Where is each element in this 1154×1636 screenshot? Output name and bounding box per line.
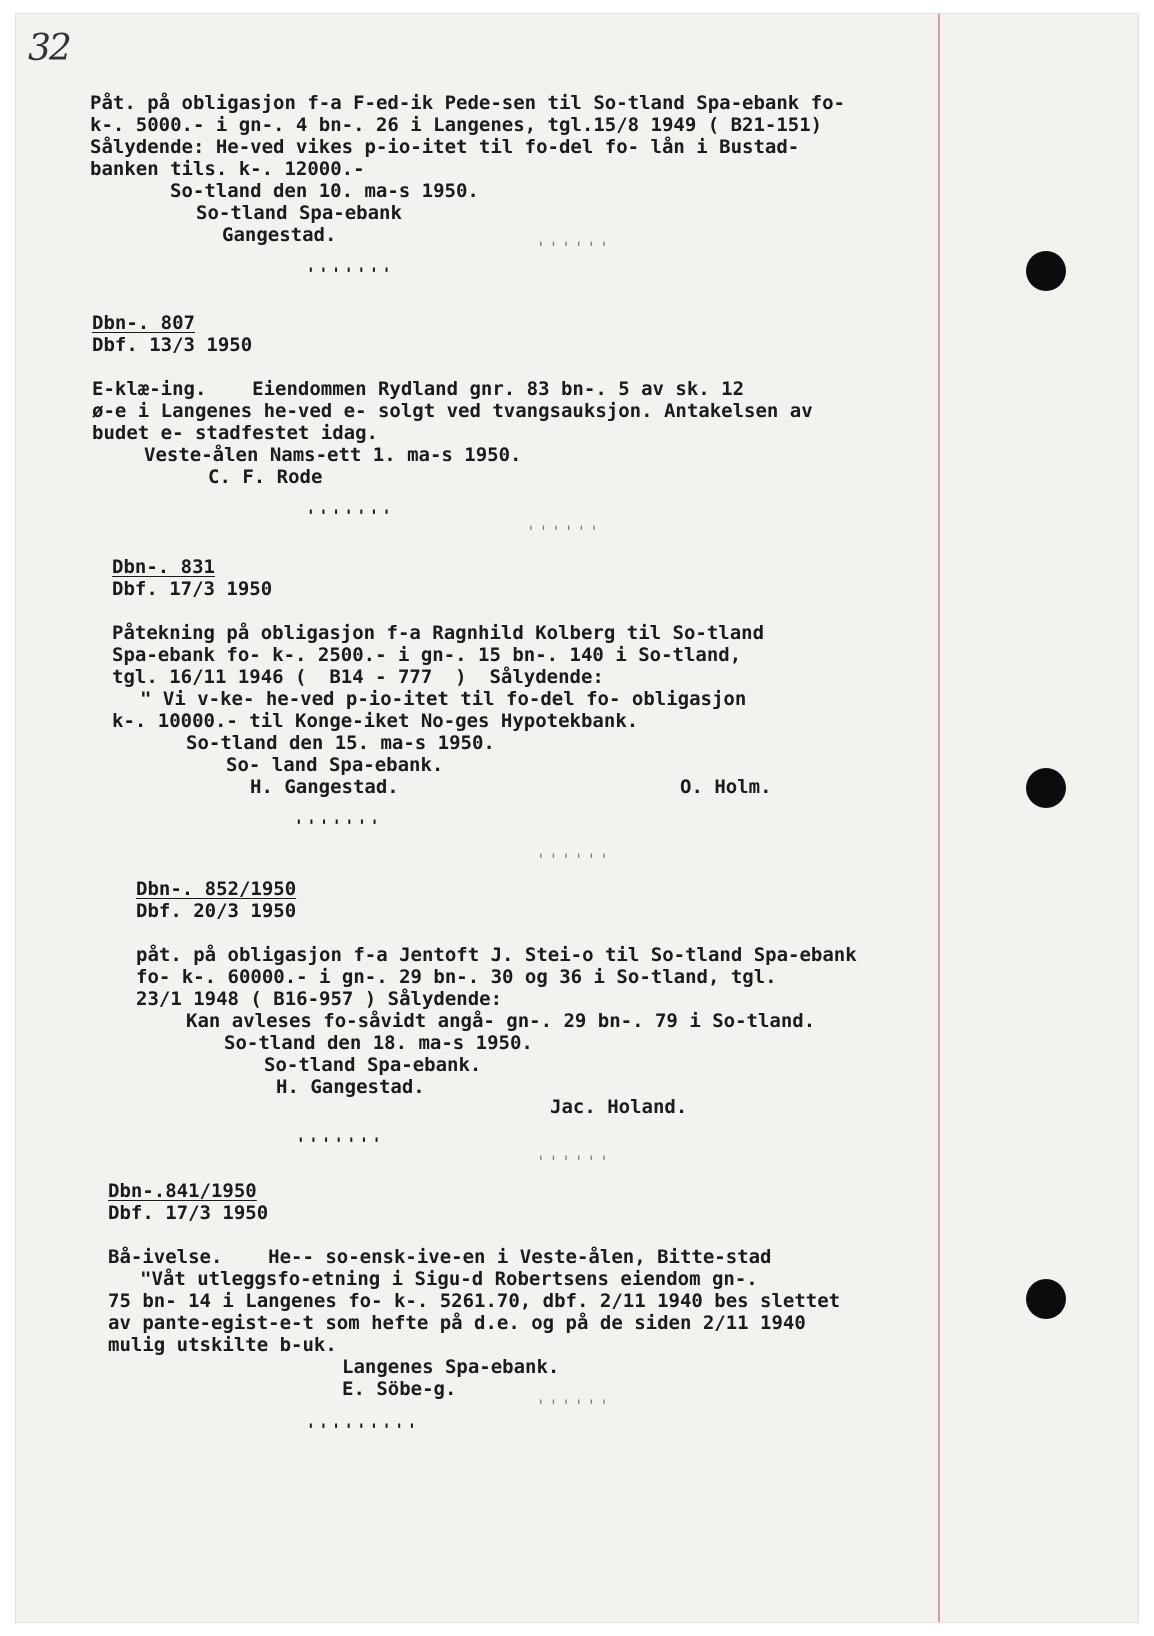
ref-number: Dbn-. 831 (112, 556, 215, 578)
entry-line: av pante-egist-e-t som hefte på d.e. og på de siden 2/11 1940 (108, 1312, 806, 1334)
entry-line: "Våt utleggsfo-etning i Sigu-d Robertsens eiendom gn-. (140, 1268, 758, 1290)
signatory: Langenes Spa-ebank. (342, 1356, 560, 1378)
entry-line: ø-e i Langenes he-ved e- solgt ved tvangsauksjon. Antakelsen av (92, 400, 813, 422)
separator-dots: ''''''' (306, 506, 395, 525)
entry-line: Kan avleses fo-såvidt angå- gn-. 29 bn-. 79 i So-tland. (186, 1010, 816, 1032)
separator-dots: '''''' (536, 1152, 612, 1171)
entry-line: mulig utskilte b-uk. (108, 1334, 337, 1356)
entry-line: påt. på obligasjon f-a Jentoft J. Stei-o til So-tland Spa-ebank (136, 944, 857, 966)
separator-dots: ''''''' (296, 1134, 385, 1153)
entry-line: Bå-ivelse. He-- so-ensk-ive-en i Veste-ålen, Bitte-stad (108, 1246, 772, 1268)
entry-line: So-tland den 18. ma-s 1950. (224, 1032, 533, 1054)
punch-hole (1026, 1279, 1066, 1319)
entry-line: tgl. 16/11 1946 ( B14 - 777 ) Sålydende: (112, 666, 604, 688)
separator-dots: '''''' (536, 1396, 612, 1415)
separator-dots: ''''''' (306, 264, 395, 283)
entry-line: Sålydende: He-ved vikes p-io-itet til fo-del fo- lån i Bustad- (90, 136, 800, 158)
entry-line: k-. 5000.- i gn-. 4 bn-. 26 i Langenes, tgl.15/8 1949 ( B21-151) (90, 114, 823, 136)
ref-date: Dbf. 13/3 1950 (92, 334, 253, 356)
ref-date: Dbf. 17/3 1950 (112, 578, 273, 600)
entry-line: Spa-ebank fo- k-. 2500.- i gn-. 15 bn-. 140 i So-tland, (112, 644, 742, 666)
signatory: O. Holm. (680, 776, 772, 798)
signatory: So-tland Spa-ebank (196, 202, 402, 224)
entry-line: 75 bn- 14 i Langenes fo- k-. 5261.70, dbf. 2/11 1940 bes slettet (108, 1290, 841, 1312)
signatory: Gangestad. (222, 224, 337, 246)
entry-line: Påtekning på obligasjon f-a Ragnhild Kolberg til So-tland (112, 622, 765, 644)
ref-date: Dbf. 20/3 1950 (136, 900, 297, 922)
punch-hole (1026, 251, 1066, 291)
entry-line: Veste-ålen Nams-ett 1. ma-s 1950. (144, 444, 522, 466)
entry-line: fo- k-. 60000.- i gn-. 29 bn-. 30 og 36 i So-tland, tgl. (136, 966, 777, 988)
signatory: So-tland Spa-ebank. (264, 1054, 482, 1076)
ref-number: Dbn-. 807 (92, 312, 195, 334)
separator-dots: '''''' (526, 522, 602, 541)
signatory: H. Gangestad. (250, 776, 399, 798)
document-page (16, 14, 1138, 1622)
separator-dots: '''''' (536, 850, 612, 869)
entry-line: Påt. på obligasjon f-a F-ed-ik Pede-sen til So-tland Spa-ebank fo- (90, 92, 845, 114)
entry-line: " Vi v-ke- he-ved p-io-itet til fo-del fo- obligasjon (140, 688, 747, 710)
entry-line: So-tland den 10. ma-s 1950. (170, 180, 479, 202)
ref-date: Dbf. 17/3 1950 (108, 1202, 269, 1224)
ref-number: Dbn-.841/1950 (108, 1180, 257, 1202)
signatory: So- land Spa-ebank. (226, 754, 444, 776)
entry-line: E-klæ-ing. Eiendommen Rydland gnr. 83 bn-. 5 av sk. 12 (92, 378, 745, 400)
margin-rule (938, 14, 940, 1622)
bleed-through: ​ (576, 155, 935, 175)
entry-line: k-. 10000.- til Konge-iket No-ges Hypotekbank. (112, 710, 639, 732)
signatory: H. Gangestad. (276, 1076, 425, 1098)
entry-line: 23/1 1948 ( B16-957 ) Sålydende: (136, 988, 503, 1010)
separator-dots: ''''''' (294, 816, 383, 835)
entry-line: banken tils. k-. 12000.- (90, 158, 365, 180)
signatory: E. Söbe-g. (342, 1378, 457, 1400)
punch-hole (1026, 768, 1066, 808)
signatory: C. F. Rode (208, 466, 323, 488)
entry-line: So-tland den 15. ma-s 1950. (186, 732, 495, 754)
ref-number: Dbn-. 852/1950 (136, 878, 297, 900)
separator-dots: '''''' (536, 238, 612, 257)
page-number: 32 (28, 28, 70, 69)
signatory: Jac. Holand. (550, 1096, 688, 1118)
separator-dots: ''''''''' (306, 1420, 420, 1439)
entry-line: budet e- stadfestet idag. (92, 422, 378, 444)
